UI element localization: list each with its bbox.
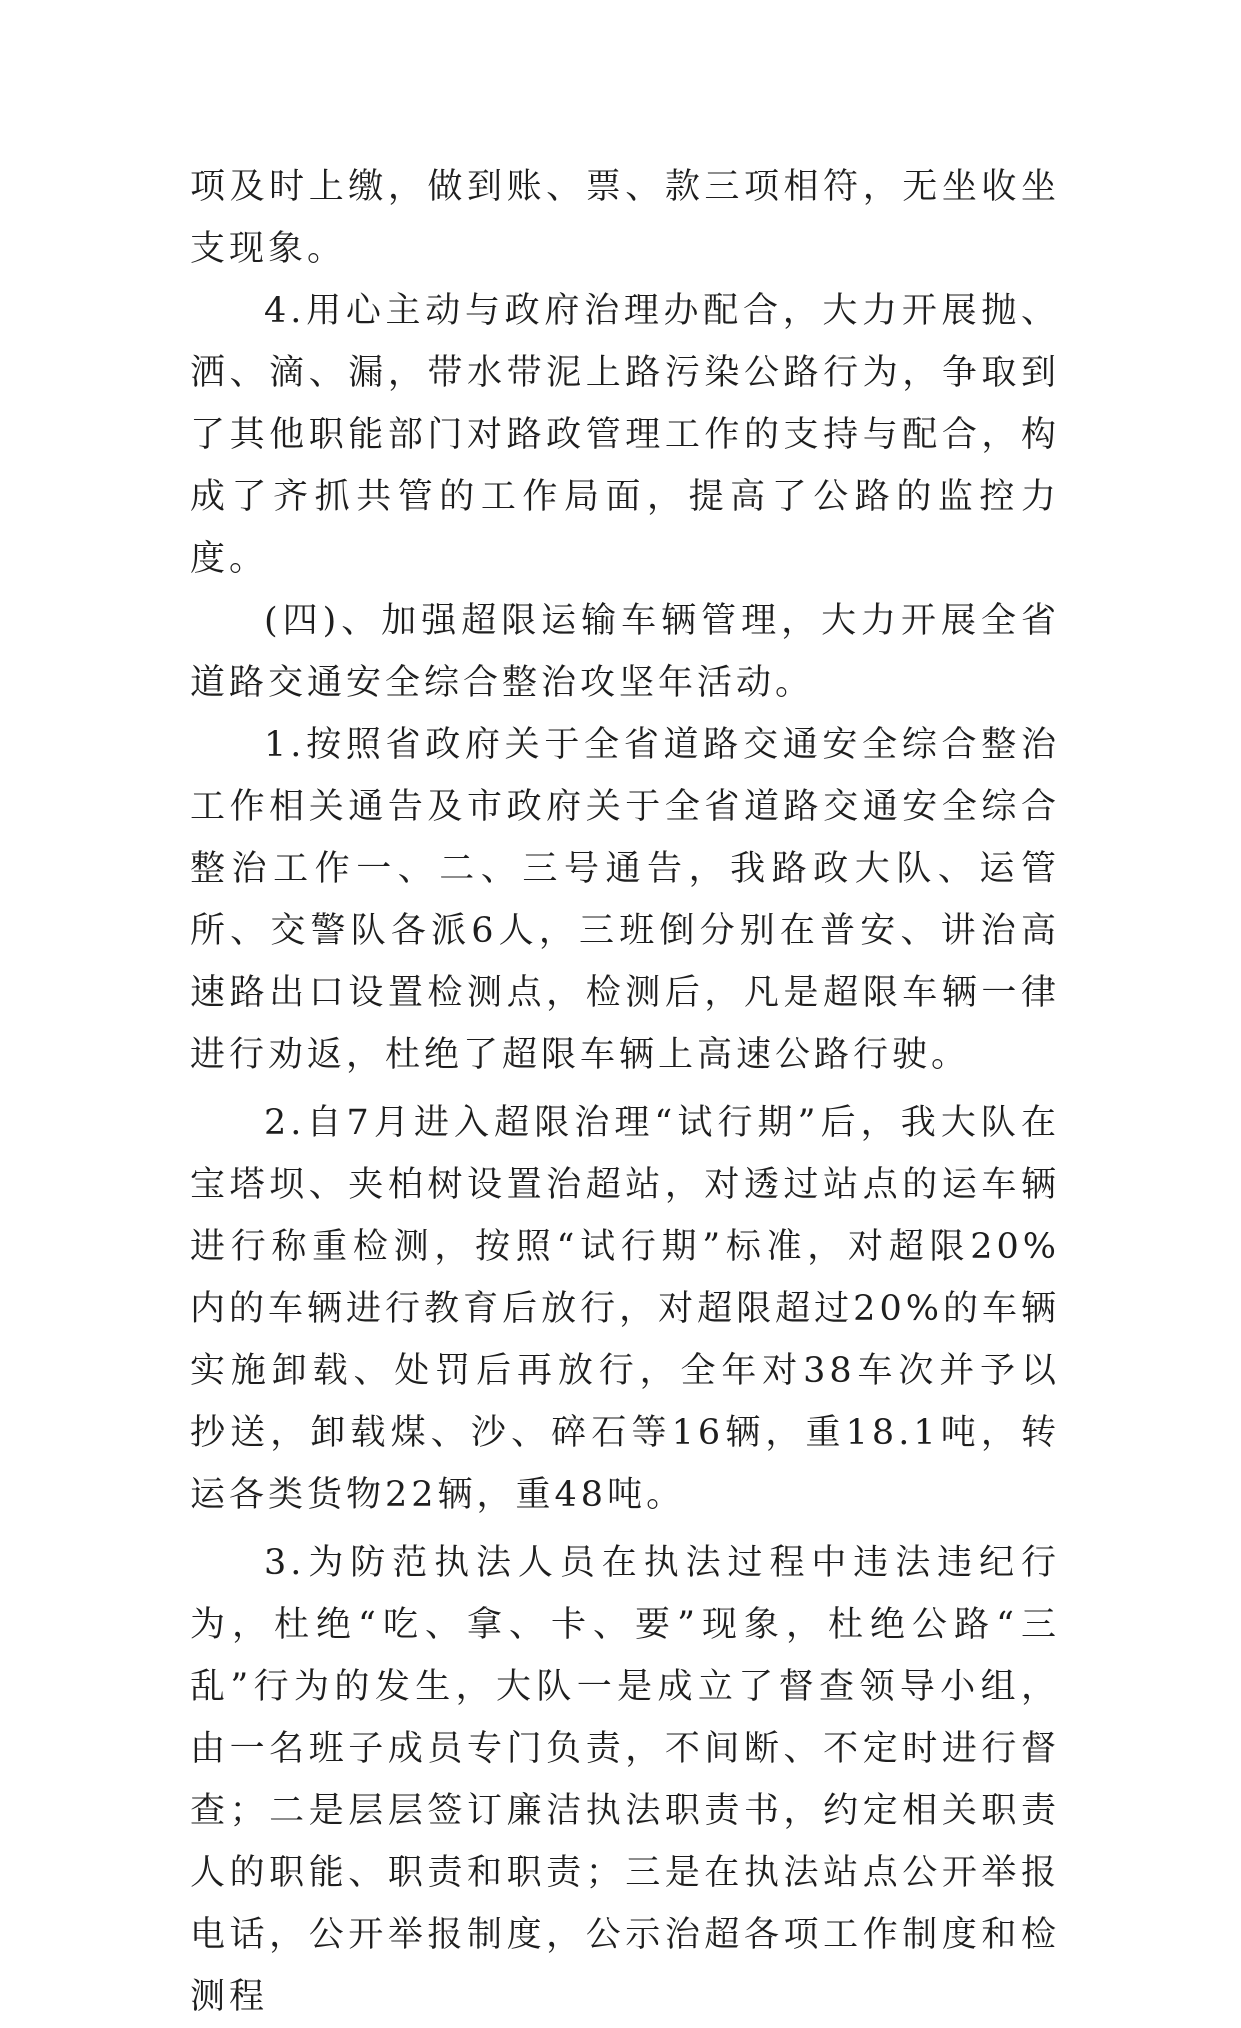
paragraph-item-2: 2.自7月进入超限治理“试行期”后，我大队在宝塔坝、夹柏树设置治超站，对透过站点的运车辆进行称重检测，按照“试行期”标准，对超限20%内的车辆进行教育后放行，对超限超过20%的车辆实施卸载、处罚后再放行，全年对38车次并予以抄送，卸载煤、沙、碎石等16辆，重18.1吨，转运各类货物22辆，重48吨。: [190, 1103, 1060, 1515]
paragraph-item-3: 3.为防范执法人员在执法过程中违法违纪行为，杜绝“吃、拿、卡、要”现象，杜绝公路“三乱”行为的发生，大队一是成立了督查领导小组，由一名班子成员专门负责，不间断、不定时进行督查；二是层层签订廉洁执法职责书，约定相关职责人的职能、职责和职责；三是在执法站点公开举报电话，公开举报制度，公示治超各项工作制度和检测程: [190, 1543, 1060, 2017]
paragraph-item-1: 1.按照省政府关于全省道路交通安全综合整治工作相关通告及市政府关于全省道路交通安全综合整治工作一、二、三号通告，我路政大队、运管所、交警队各派6人，三班倒分别在普安、讲治高速路出口设置检测点，检测后，凡是超限车辆一律进行劝返，杜绝了超限车辆上高速公路行驶。: [190, 725, 1060, 1075]
paragraph-item-4: 4.用心主动与政府治理办配合，大力开展抛、洒、滴、漏，带水带泥上路污染公路行为，争取到了其他职能部门对路政管理工作的支持与配合，构成了齐抓共管的工作局面，提高了公路的监控力度。: [190, 291, 1060, 579]
section-heading-4: (四)、加强超限运输车辆管理，大力开展全省道路交通安全综合整治攻坚年活动。: [190, 601, 1060, 703]
document-body: [190, 156, 1060, 2028]
paragraph-continuation: 项及时上缴，做到账、票、款三项相符，无坐收坐支现象。: [190, 167, 1060, 269]
